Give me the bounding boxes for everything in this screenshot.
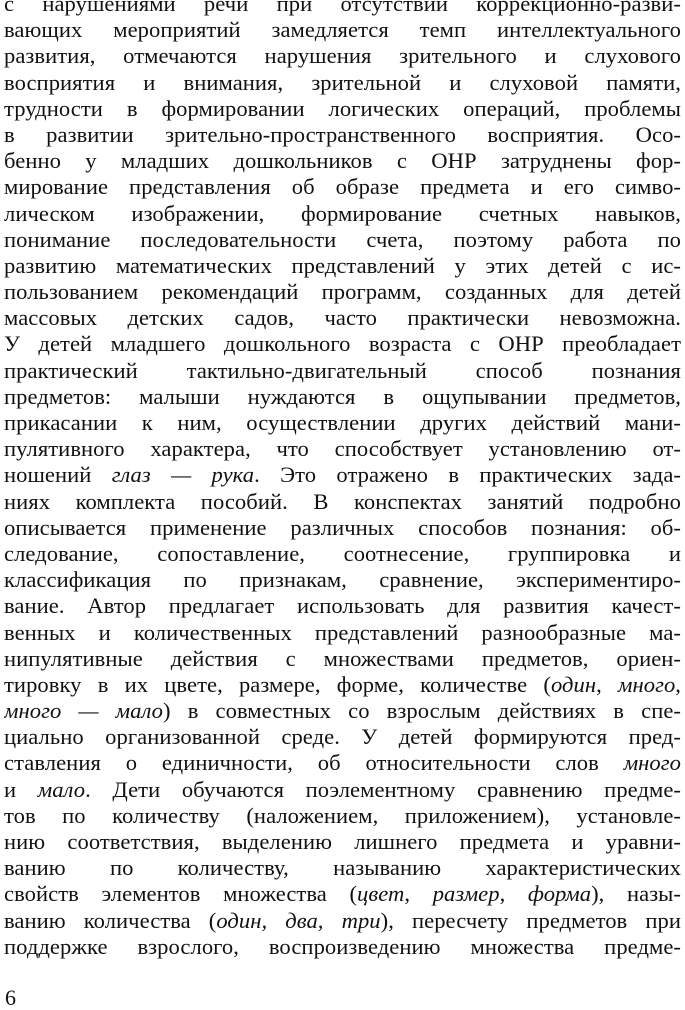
italic-text: один, два, три xyxy=(216,907,381,933)
text-line xyxy=(4,174,681,200)
text-line xyxy=(4,70,681,96)
text-line xyxy=(4,410,681,436)
text-line xyxy=(4,934,681,960)
text-line xyxy=(4,855,681,881)
text-segment: ношений xyxy=(4,462,112,488)
text-segment: мирование представления об образе предмета и его симво- xyxy=(4,174,681,200)
text-segment: бенно у младших дошкольников с ОНР затруднены фор- xyxy=(4,148,681,174)
italic-text: форма xyxy=(527,881,592,907)
text-segment: , xyxy=(596,671,618,697)
text-line xyxy=(4,358,681,384)
text-line xyxy=(4,201,681,227)
text-segment: практический тактильно-двигательный способ познания xyxy=(4,357,681,383)
text-line xyxy=(4,698,681,724)
text-segment: нию соответствия, выделению лишнего предмета и уравни- xyxy=(4,829,681,854)
text-segment: ставления о единичности, об относительности слов xyxy=(4,750,624,776)
text-segment: циально организованной среде. У детей формируются пред- xyxy=(4,724,681,750)
text-line xyxy=(4,567,681,593)
page-number: 6 xyxy=(5,985,16,1010)
text-line xyxy=(4,750,681,776)
text-segment: развития, отмечаются нарушения зрительного и слухового xyxy=(4,43,681,69)
text-segment: ) в совместных со взрослым действиях в спе- xyxy=(163,698,681,724)
text-line xyxy=(4,279,681,305)
text-segment: лическом изображении, формирование счетных навыков, xyxy=(4,200,681,226)
text-line xyxy=(4,305,681,331)
text-segment: тировку в их цвете, размере, форме, количестве ( xyxy=(4,671,551,697)
text-line xyxy=(4,148,681,174)
text-segment: , xyxy=(675,671,681,697)
text-line xyxy=(4,43,681,69)
text-segment: . Это отражено в практических зада- xyxy=(254,462,681,488)
text-segment: ванию по количеству, называнию характеристических xyxy=(4,855,681,881)
italic-text: мало xyxy=(37,776,86,802)
text-line xyxy=(4,227,681,253)
italic-text: размер xyxy=(432,881,500,907)
text-segment: тов по количеству (наложением, приложением), установле- xyxy=(4,802,681,828)
text-line xyxy=(4,489,681,515)
text-line xyxy=(4,384,681,410)
text-segment: У детей младшего дошкольного возраста с ОНР преобладает xyxy=(4,331,681,357)
text-segment: описывается применение различных способов познания: об- xyxy=(4,514,681,540)
text-segment: ), пересчету предметов при xyxy=(380,907,681,933)
text-segment: вающих мероприятий замедляется темп интеллектуального xyxy=(4,17,681,43)
text-segment: ), назы- xyxy=(591,881,681,907)
text-line xyxy=(4,724,681,750)
text-line xyxy=(4,829,681,855)
italic-text: много xyxy=(618,671,676,697)
italic-text: цвет xyxy=(357,881,405,907)
text-line xyxy=(4,17,681,43)
text-line xyxy=(4,541,681,567)
text-segment: , xyxy=(404,881,433,907)
text-line xyxy=(4,96,681,122)
text-segment: . Дети обучаются поэлементному сравнению предме- xyxy=(85,776,681,802)
text-segment: трудности в формировании логических операций, проблемы xyxy=(4,95,681,121)
italic-text: много — мало xyxy=(4,698,164,724)
text-line xyxy=(4,515,681,541)
text-segment: нипулятивные действия с множествами предметов, ориен- xyxy=(4,645,681,671)
text-segment: предметов: малыши нуждаются в ощупывании предметов, xyxy=(4,383,681,409)
text-segment: в развитии зрительно-пространственного восприятия. Осо- xyxy=(4,121,681,147)
italic-text: глаз — рука xyxy=(111,462,255,488)
text-segment: венных и количественных представлений разнообразные ма- xyxy=(4,619,681,645)
text-segment: развитию математических представлений у этих детей с ис- xyxy=(4,252,681,278)
text-segment: с нарушениями речи при отсутствии коррекционно-разви- xyxy=(4,0,681,16)
text-line xyxy=(4,672,681,698)
text-segment: восприятия и внимания, зрительной и слуховой памяти, xyxy=(4,69,681,95)
text-line xyxy=(4,593,681,619)
text-segment: прикасании к ним, осуществлении других действий мани- xyxy=(4,410,681,435)
text-segment: , xyxy=(499,881,528,907)
text-line xyxy=(4,436,681,462)
text-segment: классификация по признакам, сравнение, экспериментиро- xyxy=(4,567,681,593)
text-segment: следование, сопоставление, соотнесение, группировка и xyxy=(4,540,681,566)
text-segment: пулятивного характера, что способствует установлению от- xyxy=(4,436,681,462)
italic-text: один xyxy=(550,671,597,697)
text-segment: пользованием рекомендаций программ, созданных для детей xyxy=(4,279,681,305)
text-segment: ниях комплекта пособий. В конспектах занятий подробно xyxy=(4,488,681,514)
text-line xyxy=(4,881,681,907)
text-segment: вание. Автор предлагает использовать для развития качест- xyxy=(4,593,681,619)
text-line xyxy=(4,122,681,148)
text-segment: и xyxy=(4,776,38,802)
text-line xyxy=(4,803,681,829)
text-line xyxy=(4,646,681,672)
text-line xyxy=(4,253,681,279)
text-line xyxy=(4,331,681,357)
body-text xyxy=(4,0,681,960)
text-line xyxy=(4,620,681,646)
text-line xyxy=(4,462,681,488)
text-line xyxy=(4,777,681,803)
text-segment: ванию количества ( xyxy=(4,907,217,933)
italic-text: много xyxy=(623,750,681,776)
text-line xyxy=(4,908,681,934)
text-segment: поддержке взрослого, воспроизведению множества предме- xyxy=(4,933,681,959)
text-line xyxy=(4,0,681,17)
text-segment: понимание последовательности счета, поэтому работа по xyxy=(4,226,681,252)
text-segment: свойств элементов множества ( xyxy=(4,881,358,907)
text-segment: массовых детских садов, часто практически невозможна. xyxy=(4,305,681,331)
